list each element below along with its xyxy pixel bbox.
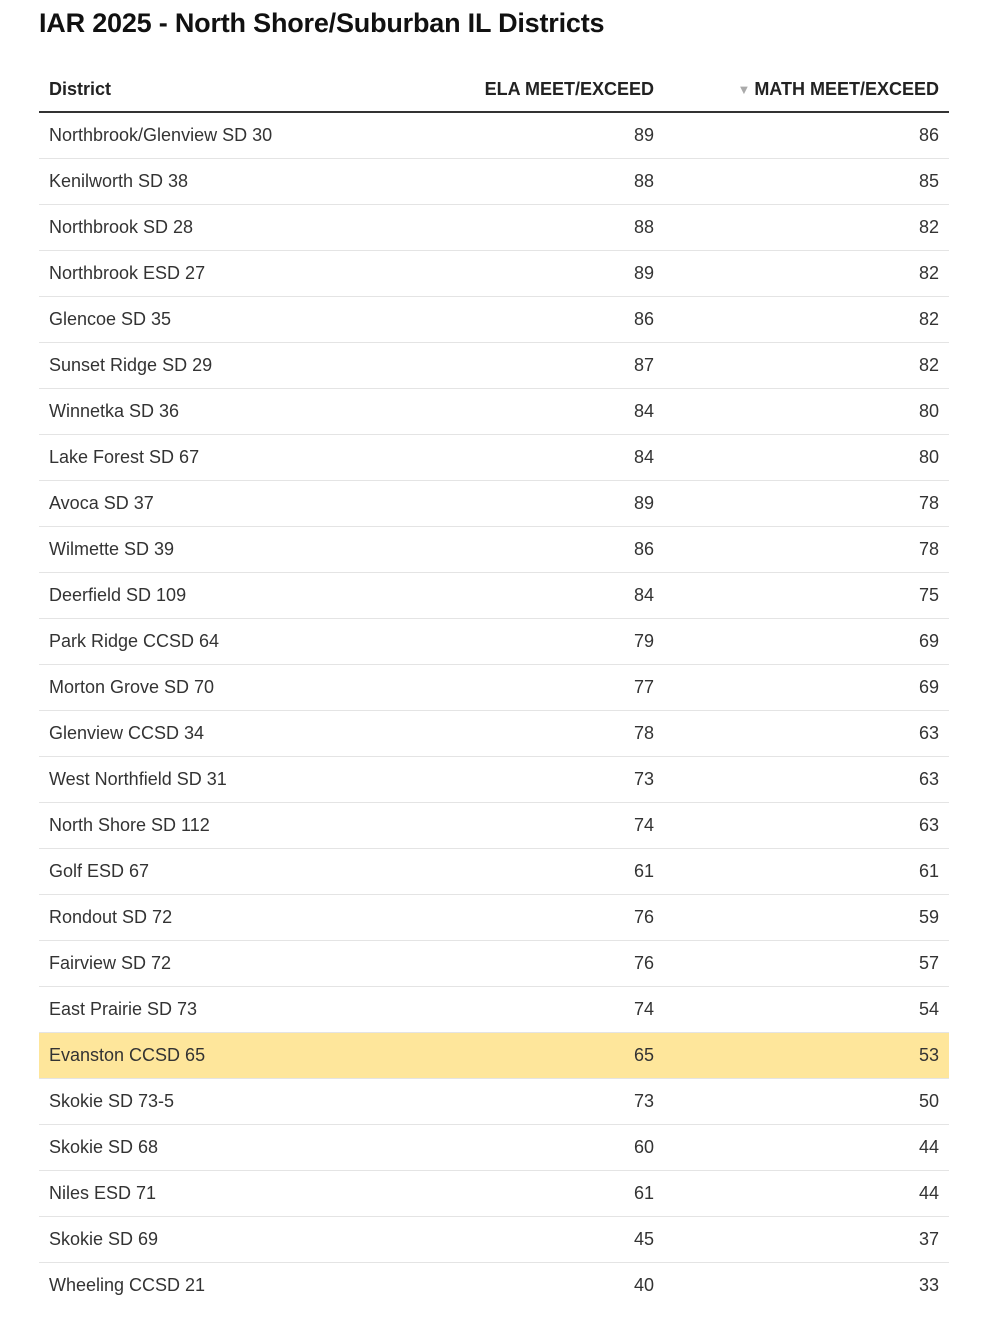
cell-district: Skokie SD 73-5 [39, 1079, 369, 1125]
cell-district: Morton Grove SD 70 [39, 665, 369, 711]
cell-ela: 89 [369, 481, 664, 527]
cell-ela: 84 [369, 435, 664, 481]
table-row [39, 389, 949, 435]
table-row [39, 665, 949, 711]
column-header-ela[interactable] [369, 67, 664, 112]
cell-math: 69 [664, 665, 949, 711]
table-row [39, 251, 949, 297]
cell-district: Northbrook ESD 27 [39, 251, 369, 297]
table-row [39, 112, 949, 159]
table-row [39, 1033, 949, 1079]
cell-district: Fairview SD 72 [39, 941, 369, 987]
cell-district: North Shore SD 112 [39, 803, 369, 849]
cell-ela: 84 [369, 389, 664, 435]
cell-ela: 65 [369, 1033, 664, 1079]
cell-math: 78 [664, 527, 949, 573]
column-header-ela-label: ELA MEET/EXCEED [484, 78, 654, 99]
table-row [39, 711, 949, 757]
cell-ela: 86 [369, 527, 664, 573]
cell-ela: 78 [369, 711, 664, 757]
table-row [39, 297, 949, 343]
cell-district: Lake Forest SD 67 [39, 435, 369, 481]
cell-district: Kenilworth SD 38 [39, 159, 369, 205]
cell-math: 63 [664, 757, 949, 803]
cell-math: 33 [918, 1275, 939, 1295]
chart-title: IAR 2025 - North Shore/Suburban IL Districts [39, 8, 605, 38]
cell-ela: 40 [633, 1275, 654, 1295]
cell-math: 59 [664, 895, 949, 941]
cell-district: Winnetka SD 36 [39, 389, 369, 435]
cell-ela: 61 [369, 849, 664, 895]
table-row [39, 573, 949, 619]
table-row [39, 803, 949, 849]
table-row [39, 1263, 949, 1309]
cell-math: 82 [664, 343, 949, 389]
table-row [39, 205, 949, 251]
table-row [39, 481, 949, 527]
cell-district: Deerfield SD 109 [39, 573, 369, 619]
cell-ela: 86 [369, 297, 664, 343]
cell-district: Park Ridge CCSD 64 [39, 619, 369, 665]
cell-district: Northbrook/Glenview SD 30 [39, 112, 369, 159]
cell-district: Wilmette SD 39 [39, 527, 369, 573]
column-header-district[interactable] [39, 67, 369, 112]
cell-district: Niles ESD 71 [39, 1171, 369, 1217]
table-row [39, 159, 949, 205]
cell-ela: 87 [369, 343, 664, 389]
cell-district: Northbrook SD 28 [39, 205, 369, 251]
table-row [39, 619, 949, 665]
cell-district: Skokie SD 69 [39, 1217, 369, 1263]
cell-district: Skokie SD 68 [39, 1125, 369, 1171]
cell-ela: 77 [369, 665, 664, 711]
cell-math: 57 [664, 941, 949, 987]
table-row [39, 343, 949, 389]
table-row [39, 941, 949, 987]
column-header-district-label: District [49, 78, 112, 99]
cell-math: 53 [664, 1033, 949, 1079]
table-row [39, 1171, 949, 1217]
cell-ela: 73 [369, 1079, 664, 1125]
cell-math: 61 [664, 849, 949, 895]
cell-ela: 89 [369, 251, 664, 297]
cell-ela: 89 [369, 112, 664, 159]
cell-district: Glenview CCSD 34 [39, 711, 369, 757]
cell-ela: 76 [369, 941, 664, 987]
cell-district: Rondout SD 72 [39, 895, 369, 941]
cell-math: 85 [664, 159, 949, 205]
table-row [39, 757, 949, 803]
cell-math: 63 [664, 711, 949, 757]
cell-ela: 88 [369, 159, 664, 205]
cell-ela: 60 [369, 1125, 664, 1171]
cell-ela: 76 [369, 895, 664, 941]
cell-math: 78 [664, 481, 949, 527]
cell-ela: 45 [369, 1217, 664, 1263]
cell-math: 80 [664, 435, 949, 481]
cell-district: Avoca SD 37 [39, 481, 369, 527]
table-row [39, 435, 949, 481]
cell-district: West Northfield SD 31 [39, 757, 369, 803]
cell-math: 86 [664, 112, 949, 159]
cell-district: East Prairie SD 73 [39, 987, 369, 1033]
cell-math: 75 [664, 573, 949, 619]
cell-ela: 74 [369, 803, 664, 849]
header-row [39, 67, 949, 112]
table-row [39, 987, 949, 1033]
cell-ela: 84 [369, 573, 664, 619]
sort-descending-icon: ▼ [737, 81, 751, 97]
cell-math: 44 [664, 1171, 949, 1217]
cell-math: 80 [664, 389, 949, 435]
column-header-math-label: MATH MEET/EXCEED [754, 78, 939, 99]
cell-district: Evanston CCSD 65 [39, 1033, 369, 1079]
table-row [39, 849, 949, 895]
table-row [39, 527, 949, 573]
cell-math: 44 [664, 1125, 949, 1171]
table-row [39, 1125, 949, 1171]
cell-math: 82 [664, 297, 949, 343]
cell-ela: 79 [369, 619, 664, 665]
cell-district: Sunset Ridge SD 29 [39, 343, 369, 389]
table-row [39, 895, 949, 941]
cell-math: 50 [664, 1079, 949, 1125]
cell-math: 63 [664, 803, 949, 849]
cell-ela: 88 [369, 205, 664, 251]
cell-district: Glencoe SD 35 [39, 297, 369, 343]
cell-ela: 61 [369, 1171, 664, 1217]
cell-math: 69 [664, 619, 949, 665]
cell-math: 37 [664, 1217, 949, 1263]
column-header-math[interactable] [664, 67, 949, 112]
cell-math: 54 [664, 987, 949, 1033]
cell-math: 82 [664, 251, 949, 297]
cell-ela: 73 [369, 757, 664, 803]
cell-district: Wheeling CCSD 21 [49, 1275, 206, 1295]
cell-ela: 74 [369, 987, 664, 1033]
table-body [39, 112, 949, 1308]
district-table [39, 67, 949, 1308]
table-row [39, 1079, 949, 1125]
table-row [39, 1217, 949, 1263]
cell-math: 82 [664, 205, 949, 251]
cell-district: Golf ESD 67 [39, 849, 369, 895]
